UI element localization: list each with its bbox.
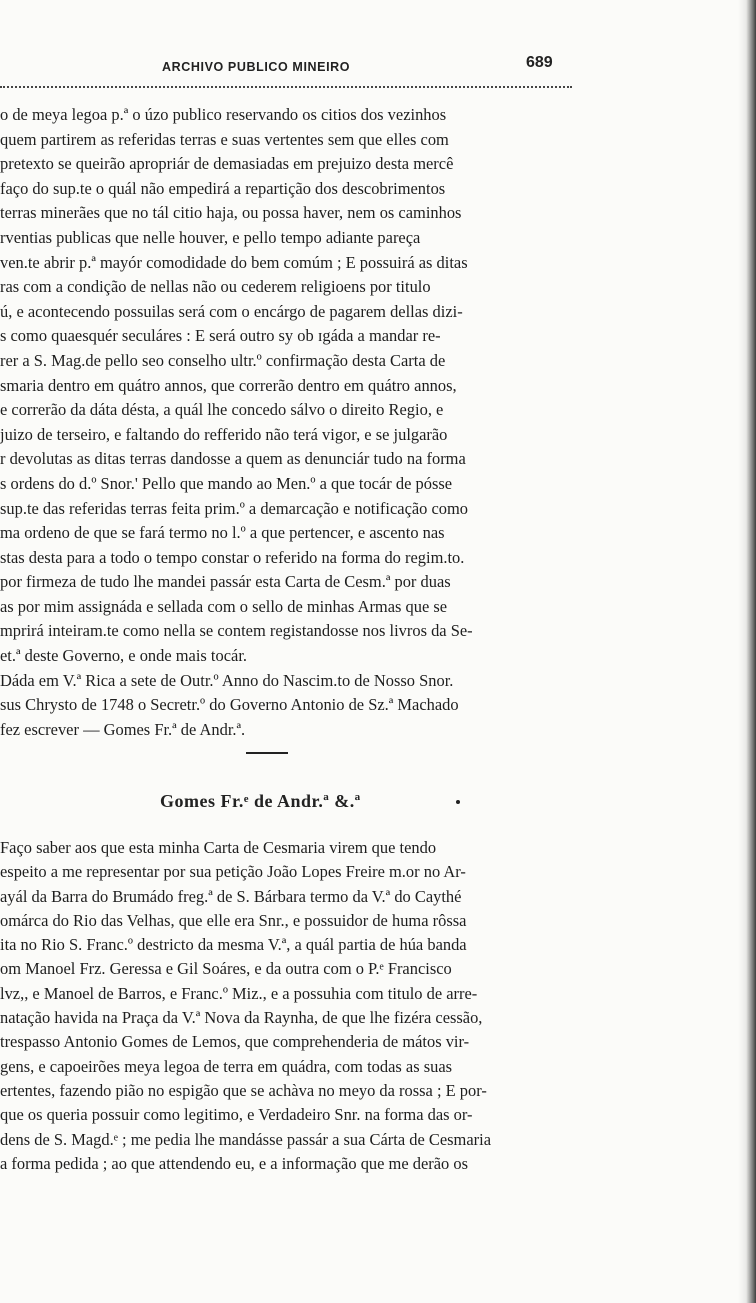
text-line: trespasso Antonio Gomes de Lemos, que comprehenderia de mátos vir- <box>0 1032 470 1052</box>
text-line: sus Chrysto de 1748 o Secretr.º do Governo Antonio de Sz.ª Machado <box>0 695 459 715</box>
text-line: ras com a condição de nellas não ou cederem religioens por titulo <box>0 277 431 297</box>
text-line: natação havida na Praça da V.ª Nova da Raynha, de que lhe fizéra cessão, <box>0 1008 483 1028</box>
section2-text <box>0 836 580 1176</box>
text-line: s como quaesquér seculáres : E será outro sy ob ɪgáda a mandar re- <box>0 326 441 346</box>
section-heading: Gomes Fr.ᵉ de Andr.ª &.ª <box>160 791 361 811</box>
text-line: rer a S. Mag.de pello seo conselho ultr.º confirmação desta Carta de <box>0 350 446 370</box>
text-line: juizo de terseiro, e faltando do refferido não terá vigor, e se julgarão <box>0 424 448 444</box>
text-line: r devolutas as ditas terras dandosse a quem as denunciár tudo na forma <box>0 449 466 469</box>
text-line: por firmeza de tudo lhe mandei passár esta Carta de Cesm.ª por duas <box>0 572 451 592</box>
running-title: ARCHIVO PUBLICO MINEIRO <box>162 60 351 74</box>
text-line: ayál da Barra do Brumádo freg.ª de S. Bárbara termo da V.ª do Caythé <box>0 886 462 906</box>
text-line: gens, e capoeirões meya legoa de terra em quádra, com todas as suas <box>0 1056 453 1076</box>
page-gutter-shadow <box>738 0 756 1303</box>
header-rule <box>0 86 572 88</box>
text-line: Faço saber aos que esta minha Carta de Cesmaria virem que tendo <box>0 838 437 857</box>
text-line: ven.te abrir p.ª mayór comodidade do bem comúm ; E possuirá as ditas <box>0 252 468 272</box>
ink-speck <box>456 800 460 804</box>
text-line: que os queria possuir como legitimo, e Verdadeiro Snr. na forma das or- <box>0 1105 473 1125</box>
text-line: as por mim assignáda e sellada com o sello de minhas Armas que se <box>0 596 448 616</box>
text-line: ú, e acontecendo possuilas será com o encárgo de pagarem dellas dizi- <box>0 301 463 321</box>
text-line: sup.te das referidas terras feita prim.º a demarcação e notificação como <box>0 498 469 518</box>
text-line: lvz,, e Manoel de Barros, e Franc.º Miz., e a possuhia com titulo de arre- <box>0 983 478 1003</box>
text-line: quem partirem as referidas terras e suas vertentes sem que elles com <box>0 129 449 149</box>
text-line: pretexto se queirão apropriár de demasiadas em prejuizo desta mercê <box>0 154 454 174</box>
text-line: dens de S. Magd.ᵉ ; me pedia lhe mandásse passár a sua Cárta de Cesmaria <box>0 1129 491 1149</box>
text-line: Dáda em V.ª Rica a sete de Outr.º Anno do Nascim.to de Nosso Snor. <box>0 670 454 690</box>
text-line: rventias publicas que nelle houver, e pello tempo adiante pareça <box>0 227 421 247</box>
text-line: ertentes, fazendo pião no espigão que se achàva no meyo da rossa ; E por- <box>0 1080 487 1100</box>
text-line: stas desta para a todo o tempo constar o referido na forma do regim.to. <box>0 547 465 567</box>
page-number: 689 <box>526 54 553 71</box>
text-line: om Manoel Frz. Geressa e Gil Soáres, e da outra com o P.ᵉ Francisco <box>0 959 452 979</box>
text-line: smaria dentro em quátro annos, que correrão dentro em quátro annos, <box>0 375 457 395</box>
text-line: fez escrever — Gomes Fr.ª de Andr.ª. <box>0 719 246 739</box>
text-line: faço do sup.te o quál não empedirá a repartição dos descobrimentos <box>0 178 446 198</box>
text-line: omárca do Rio das Velhas, que elle era Snr., e possuidor de huma rôssa <box>0 910 467 930</box>
text-line: et.ª deste Governo, e onde mais tocár. <box>0 646 248 666</box>
text-line: s ordens do d.º Snor.' Pello que mando ao Men.º a que tocár de pósse <box>0 473 453 493</box>
text-line: a forma pedida ; ao que attendendo eu, e a informação que me derão os <box>0 1153 468 1173</box>
text-line: terras minerães que no tál citio haja, ou possa haver, nem os caminhos <box>0 203 462 223</box>
text-line: mprirá inteiram.te como nella se contem registandosse nos livros da Se- <box>0 621 473 641</box>
section1-text <box>0 103 580 742</box>
text-line: e correrão da dáta désta, a quál lhe concedo sálvo o direito Regio, e <box>0 400 444 420</box>
text-line: espeito a me representar por sua petição João Lopes Freire m.or no Ar- <box>0 862 466 882</box>
text-line: ma ordeno de que se fará termo no l.º a que pertencer, e ascento nas <box>0 523 445 543</box>
text-line: o de meya legoa p.ª o úzo publico reservando os citios dos vezinhos <box>0 105 447 124</box>
text-line: ita no Rio S. Franc.º destricto da mesma V.ª, a quál partia de húa banda <box>0 935 467 955</box>
section-separator <box>246 752 288 754</box>
